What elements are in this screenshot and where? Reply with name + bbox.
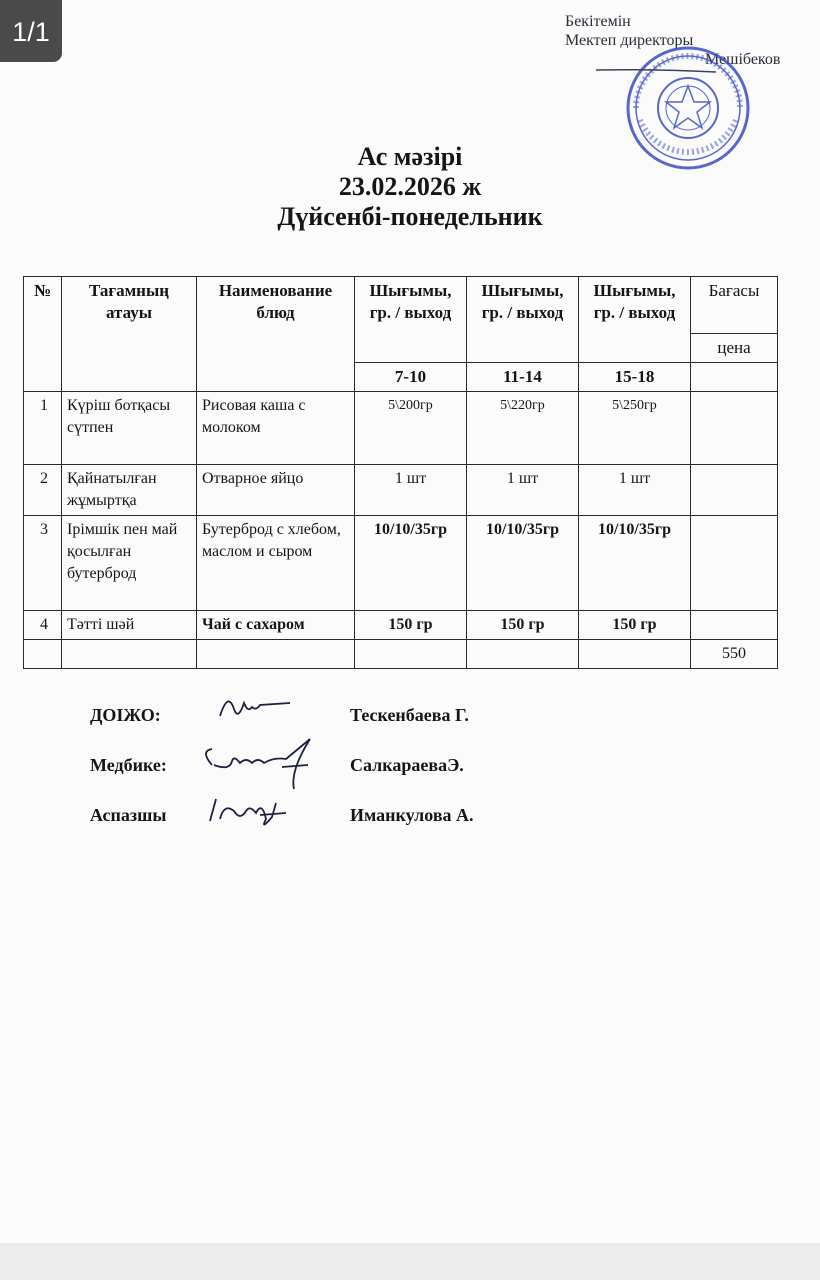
signature-role: Медбике: bbox=[90, 755, 167, 775]
price-cell bbox=[691, 611, 778, 640]
output-7-10: 5\200гр bbox=[355, 392, 467, 465]
signature-name: Иманкулова А. bbox=[350, 805, 474, 825]
signature-name: Тескенбаева Г. bbox=[350, 705, 469, 725]
output-11-14: 1 шт bbox=[467, 465, 579, 516]
viewer-bottom-band bbox=[0, 1243, 820, 1280]
dish-name-kz: Тәтті шәй bbox=[62, 611, 197, 640]
approval-line-2: Мектеп директоры bbox=[565, 32, 694, 49]
col-header-output-3: Шығымы, гр. / выход bbox=[579, 277, 691, 363]
table-row bbox=[24, 516, 778, 611]
output-15-18: 5\250гр bbox=[579, 392, 691, 465]
signature-role: ДОІЖО: bbox=[90, 705, 161, 725]
dish-name-kz: Қайнатылған жұмыртқа bbox=[62, 465, 197, 516]
table-row bbox=[24, 611, 778, 640]
signature-role: Аспазшы bbox=[90, 805, 167, 825]
dish-name-ru: Отварное яйцо bbox=[197, 465, 355, 516]
row-num: 3 bbox=[24, 516, 62, 611]
price-cell bbox=[691, 392, 778, 465]
signature-row bbox=[90, 805, 590, 855]
age-group-11-14: 11-14 bbox=[467, 363, 579, 392]
output-15-18: 150 гр bbox=[579, 611, 691, 640]
menu-date: 23.02.2026 ж bbox=[338, 172, 482, 201]
col-header-price-ru: цена bbox=[691, 334, 778, 363]
dish-name-ru: Рисовая каша с молоком bbox=[197, 392, 355, 465]
signature-row bbox=[90, 755, 590, 805]
row-num: 4 bbox=[24, 611, 62, 640]
age-group-15-18: 15-18 bbox=[579, 363, 691, 392]
signature-row bbox=[90, 705, 590, 755]
dish-name-ru: Чай с сахаром bbox=[197, 611, 355, 640]
col-header-price-kz: Бағасы bbox=[691, 277, 778, 334]
menu-table bbox=[23, 276, 778, 669]
approval-director-name: Мешiбеков bbox=[705, 51, 781, 68]
dish-name-kz: Күріш ботқасы сүтпен bbox=[62, 392, 197, 465]
col-header-name-kz: Тағамның атауы bbox=[62, 277, 197, 392]
output-11-14: 5\220гр bbox=[467, 392, 579, 465]
output-7-10: 10/10/35гр bbox=[355, 516, 467, 611]
handwritten-signature bbox=[190, 781, 340, 841]
approval-line-1: Бекітемін bbox=[565, 13, 631, 30]
output-15-18: 10/10/35гр bbox=[579, 516, 691, 611]
table-row bbox=[24, 392, 778, 465]
menu-day: Дүйсенбі-понедельник bbox=[277, 202, 543, 231]
col-header-output-2: Шығымы, гр. / выход bbox=[467, 277, 579, 363]
output-7-10: 1 шт bbox=[355, 465, 467, 516]
signature-name: СалкараеваЭ. bbox=[350, 755, 464, 775]
col-header-name-ru: Наименование блюд bbox=[197, 277, 355, 392]
col-header-output-1: Шығымы, гр. / выход bbox=[355, 277, 467, 363]
output-11-14: 10/10/35гр bbox=[467, 516, 579, 611]
dish-name-ru: Бутерброд с хлебом, маслом и сыром bbox=[197, 516, 355, 611]
output-11-14: 150 гр bbox=[467, 611, 579, 640]
price-cell bbox=[691, 465, 778, 516]
table-header-row bbox=[24, 277, 778, 334]
row-num: 2 bbox=[24, 465, 62, 516]
output-7-10: 150 гр bbox=[355, 611, 467, 640]
col-header-num: № bbox=[24, 277, 62, 392]
page-counter-badge: 1/1 bbox=[0, 0, 62, 62]
total-price: 550 bbox=[691, 640, 778, 669]
price-cell bbox=[691, 516, 778, 611]
row-num: 1 bbox=[24, 392, 62, 465]
dish-name-kz: Ірімшік пен май қосылған бутерброд bbox=[62, 516, 197, 611]
signatures-block bbox=[90, 705, 590, 855]
menu-title-block bbox=[160, 142, 660, 232]
output-15-18: 1 шт bbox=[579, 465, 691, 516]
menu-title: Ас мәзірі bbox=[357, 142, 463, 171]
total-row bbox=[24, 640, 778, 669]
age-group-7-10: 7-10 bbox=[355, 363, 467, 392]
table-row bbox=[24, 465, 778, 516]
